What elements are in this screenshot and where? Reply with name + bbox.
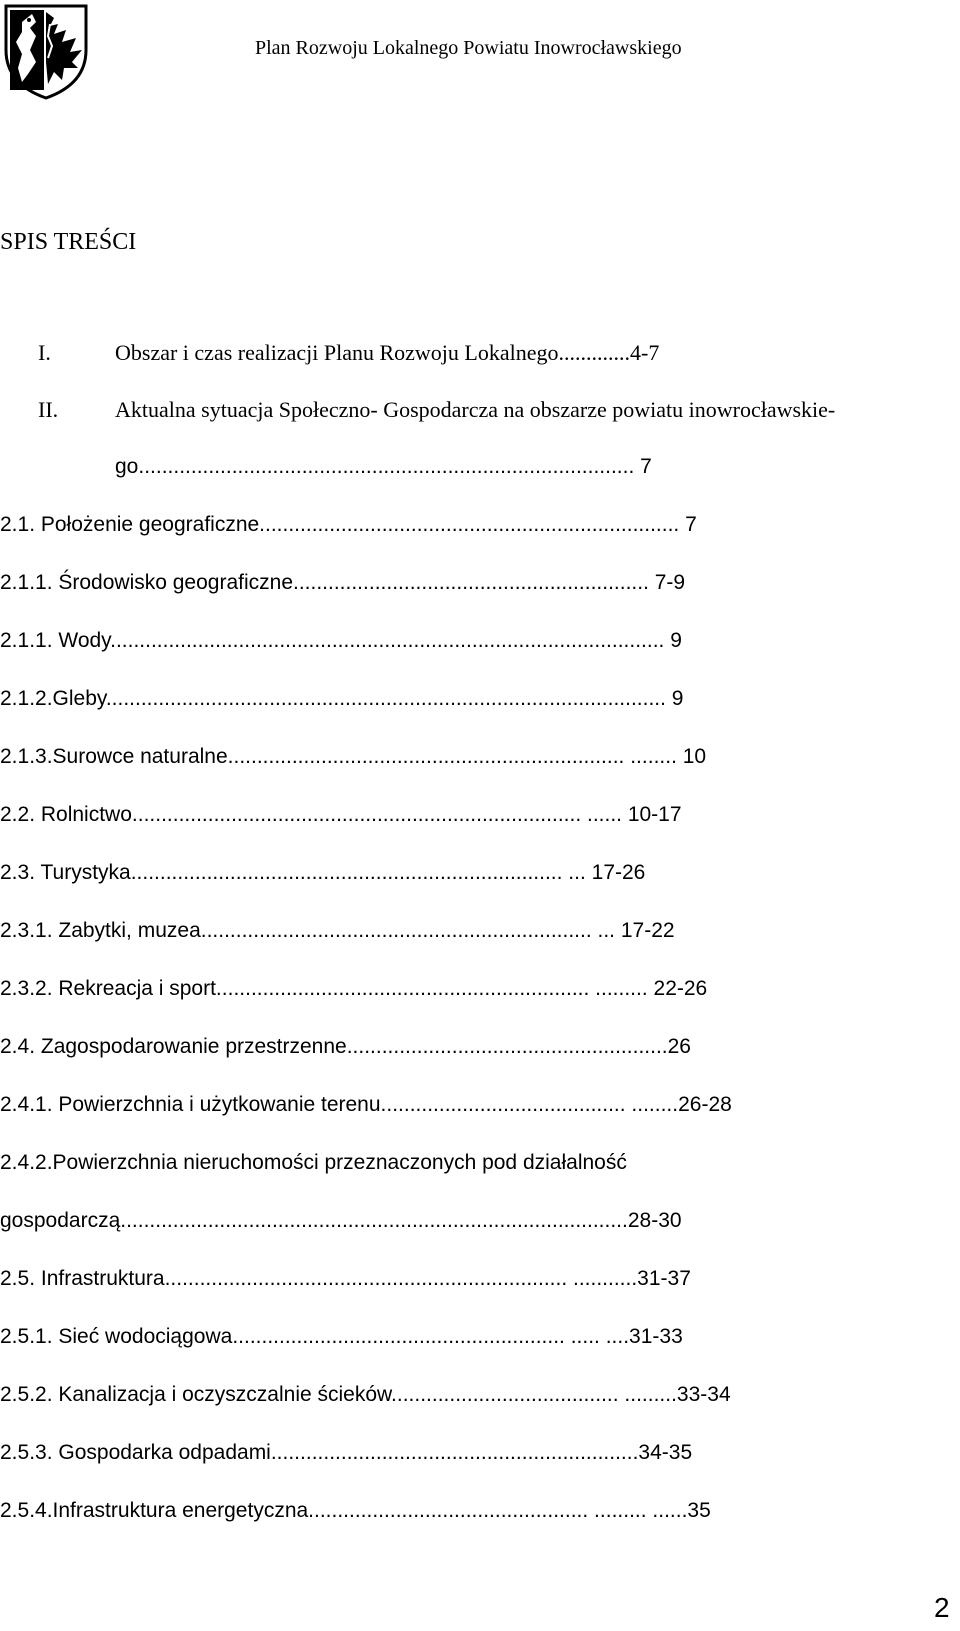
toc-entry: 2.3.1. Zabytki, muzea................................................................... ... 17-22 [0,919,675,942]
toc-entry: 2.4.2.Powierzchnia nieruchomości przeznaczonych pod działalność [0,1151,627,1174]
toc-entry: 2.5.1. Sieć wodociągowa......................................................... ..... ....31-33 [0,1325,683,1348]
coat-of-arms-logo [2,2,90,100]
toc-entry: 2.1.3.Surowce naturalne.................................................................... ........ 10 [0,745,707,768]
toc-entry: 2.5.3. Gospodarka odpadami...............................................................34-35 [0,1441,693,1464]
toc-entry: 2.4. Zagospodarowanie przestrzenne.......................................................26 [0,1035,691,1058]
toc-heading: SPIS TREŚCI [0,229,137,255]
toc-entry: 2.1. Położenie geograficzne........................................................................ 7 [0,513,697,536]
toc-entry: 2.4.1. Powierzchnia i użytkowanie terenu.......................................... ........26-28 [0,1093,732,1116]
toc-chapter-title: Aktualna sytuacja Społeczno- Gospodarcza na obszarze powiatu inowrocławskie- [115,397,836,422]
toc-entry: 2.1.2.Gleby................................................................................................ 9 [0,687,684,710]
toc-chapter-number: I. [38,340,51,365]
toc-entry: 2.1.1. Środowisko geograficzne............................................................. 7-9 [0,571,686,594]
toc-entry: go..................................................................................... 7 [115,455,652,478]
document-header-title: Plan Rozwoju Lokalnego Powiatu Inowrocławskiego [255,37,682,59]
griffin-eagle-icon [2,2,90,100]
toc-entry: 2.2. Rolnictwo............................................................................. ...... 10-17 [0,803,682,826]
toc-entry: 2.1.1. Wody............................................................................................... 9 [0,629,682,652]
toc-entry: 2.5.4.Infrastruktura energetyczna................................................ ......... ......35 [0,1499,711,1522]
toc-entry: 2.5.2. Kanalizacja i oczyszczalnie ścieków....................................... .........33-34 [0,1383,731,1406]
toc-entry: 2.3. Turystyka.......................................................................... ... 17-26 [0,861,646,884]
page-number: 2 [934,1592,950,1623]
toc-entry: 2.3.2. Rekreacja i sport................................................................ ......... 22-26 [0,977,708,1000]
toc-chapter-title: Obszar i czas realizacji Planu Rozwoju Lokalnego.............4-7 [115,340,660,365]
toc-entry: 2.5. Infrastruktura..................................................................... ...........31-37 [0,1267,691,1290]
toc-entry: gospodarczą.......................................................................................28-30 [0,1209,682,1232]
toc-chapter-number: II. [38,397,59,422]
